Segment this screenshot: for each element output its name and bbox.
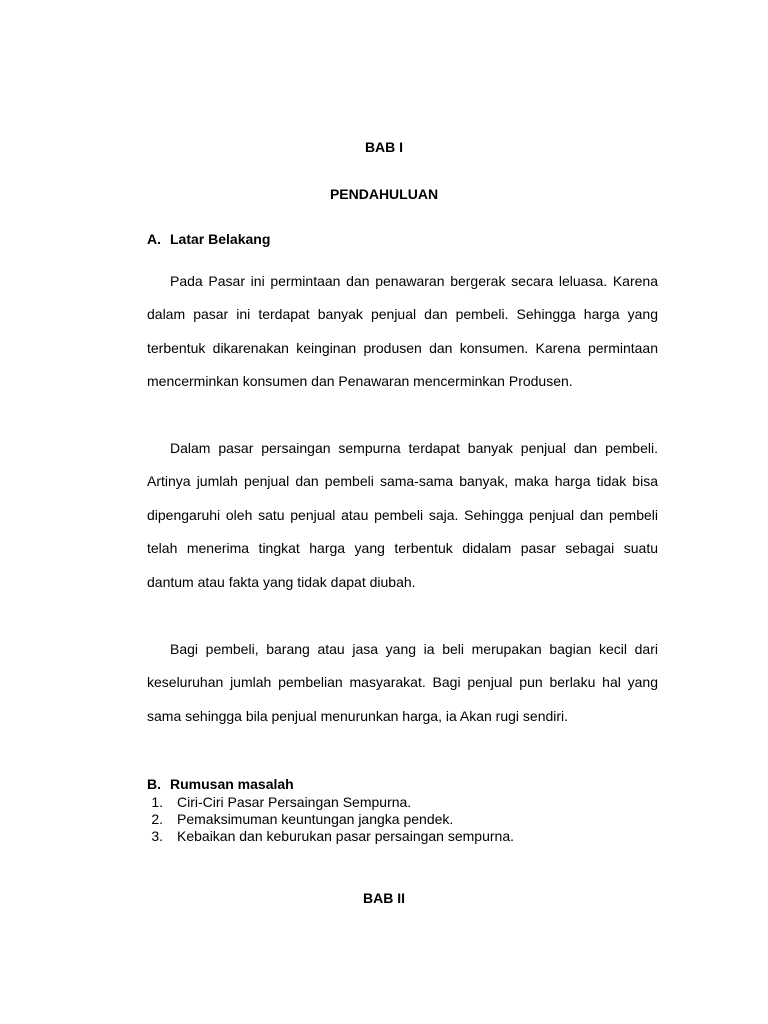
list-item-number: 3. — [151, 828, 163, 844]
paragraph-3 — [147, 633, 658, 733]
list-item — [123, 811, 514, 828]
problem-list — [123, 794, 514, 845]
section-a-number: A. — [147, 231, 161, 247]
list-item-number: 2. — [151, 811, 163, 827]
list-item-text: Kebaikan dan keburukan pasar persaingan sempurna. — [177, 828, 515, 844]
list-item-text: Ciri-Ciri Pasar Persaingan Sempurna. — [177, 794, 412, 810]
paragraph-2 — [147, 432, 658, 599]
paragraph-3-text: Bagi pembeli, barang atau jasa yang ia beli merupakan bagian kecil dari keseluruhan jumlah pembelian masyarakat. Bagi penjual pun berlaku hal yang sama sehingga bila penjual menurunkan harga, ia Akan rugi sendiri. — [147, 641, 658, 724]
list-item-number: 1. — [151, 794, 163, 810]
list-item — [123, 828, 514, 845]
section-b-title: Rumusan masalah — [170, 776, 294, 792]
paragraph-1 — [147, 265, 658, 399]
chapter-subtitle: PENDAHULUAN — [329, 186, 439, 202]
chapter-2-title: BAB II — [363, 890, 405, 906]
paragraph-2-text: Dalam pasar persaingan sempurna terdapat banyak penjual dan pembeli. Artinya jumlah penjual dan pembeli sama-sama banyak, maka harga tidak bisa dipengaruhi oleh satu penjual atau pembeli saja. Sehingga penjual dan pembeli telah menerima tingkat harga yang terbentuk didalam pasar sebagai suatu dantum atau fakta yang tidak dapat diubah. — [147, 440, 658, 590]
section-a-heading — [147, 231, 270, 247]
section-b-heading — [147, 776, 294, 792]
paragraph-1-text: Pada Pasar ini permintaan dan penawaran bergerak secara leluasa. Karena dalam pasar ini terdapat banyak penjual dan pembeli. Sehingga harga yang terbentuk dikarenakan keinginan produsen dan konsumen. Karena permintaan mencerminkan konsumen dan Penawaran mencerminkan Produsen. — [147, 273, 658, 390]
section-b-number: B. — [147, 776, 161, 792]
chapter-title: BAB I — [364, 139, 404, 155]
list-item — [123, 794, 514, 811]
list-item-text: Pemaksimuman keuntungan jangka pendek. — [177, 811, 454, 827]
section-a-title: Latar Belakang — [170, 231, 271, 247]
